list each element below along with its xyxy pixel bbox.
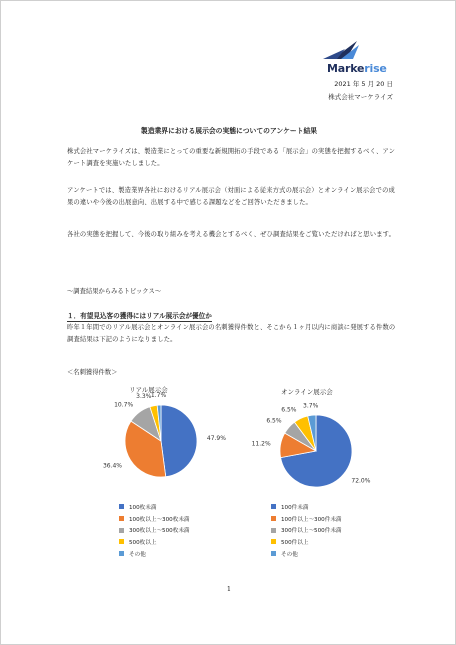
legend-label: 100件未満 bbox=[281, 504, 309, 511]
document-title: 製造業界における展示会の実態についてのアンケート結果 bbox=[140, 127, 318, 135]
legend-label: その他 bbox=[281, 551, 298, 558]
legend-label: 500枚以上 bbox=[129, 539, 157, 546]
legend-online bbox=[271, 501, 342, 559]
company-name: 株式会社マーケライズ bbox=[328, 93, 393, 101]
legend-label: 100件以上～300件未満 bbox=[281, 516, 342, 523]
legend-item bbox=[271, 524, 342, 536]
section-heading: １．有望見込客の獲得にはリアル展示会が優位か bbox=[67, 312, 212, 320]
pie-chart-real bbox=[101, 391, 226, 491]
legend-item bbox=[271, 513, 342, 525]
legend-item bbox=[119, 524, 190, 536]
pie-slice bbox=[161, 405, 197, 477]
legend-item bbox=[119, 513, 190, 525]
legend-item bbox=[119, 501, 190, 513]
legend-real bbox=[119, 501, 190, 559]
page-number: 1 bbox=[226, 585, 232, 593]
legend-swatch bbox=[271, 551, 276, 556]
legend-item bbox=[119, 536, 190, 548]
legend-swatch bbox=[119, 539, 124, 544]
legend-swatch bbox=[119, 551, 124, 556]
pie-data-label: 11.2% bbox=[251, 440, 271, 448]
legend-label: 300件以上～500件未満 bbox=[281, 528, 342, 535]
business-card-count-label: ＜名刺獲得件数＞ bbox=[67, 369, 118, 376]
legend-swatch bbox=[119, 516, 124, 521]
pie-data-label: 6.5% bbox=[281, 406, 297, 414]
pie-data-label: 3.7% bbox=[303, 402, 319, 410]
legend-swatch bbox=[271, 516, 276, 521]
logo-text-marke: Marke bbox=[327, 62, 365, 75]
legend-label: 100枚未満 bbox=[129, 504, 157, 511]
legend-swatch bbox=[271, 528, 276, 533]
document-date: 2021 年 5 月 20 日 bbox=[334, 80, 393, 88]
logo-wordmark bbox=[327, 62, 387, 75]
pie-data-label: 36.4% bbox=[102, 462, 123, 470]
pie-chart-online bbox=[251, 401, 376, 501]
purpose-paragraph: 各社の実態を把握して、今後の取り組みを考える機会とするべく、ぜひ調査結果をご覧いただければと思います。 bbox=[67, 231, 396, 238]
legend-item bbox=[271, 536, 342, 548]
chart-title-real: リアル展示会 bbox=[129, 386, 168, 394]
legend-item bbox=[271, 548, 342, 560]
intro-paragraph: 株式会社マーケライズは、製造業にとっての重要な新規開拓の手段である「展示会」の実態を把握するべく、アンケート調査を実施いたしました。 bbox=[67, 148, 396, 167]
legend-swatch bbox=[119, 528, 124, 533]
chart-title-online: オンライン展示会 bbox=[281, 388, 333, 396]
legend-item bbox=[271, 501, 342, 513]
legend-swatch bbox=[119, 504, 124, 509]
pie-data-label: 6.5% bbox=[266, 417, 282, 425]
topics-heading: ～調査結果からみるトピックス～ bbox=[67, 288, 162, 295]
pie-data-label: 1.7% bbox=[150, 392, 167, 400]
pie-data-label: 72.0% bbox=[351, 477, 371, 485]
survey-paragraph: アンケートでは、製造業界各社におけるリアル展示会（対面による従来方式の展示会）とオンライン展示会での成果の違いや今後の出展意向、出展する中で感じる課題などをご回答いただきました。 bbox=[67, 187, 395, 206]
pie-data-label: 3.3% bbox=[136, 393, 152, 401]
legend-label: 300枚以上～500枚未満 bbox=[129, 528, 190, 535]
logo-text-rise: rise bbox=[364, 62, 387, 75]
pie-data-label: 47.9% bbox=[206, 434, 226, 442]
legend-swatch bbox=[271, 539, 276, 544]
legend-label: 500件以上 bbox=[281, 539, 309, 546]
legend-item bbox=[119, 548, 190, 560]
pie-data-label: 10.7% bbox=[114, 401, 134, 409]
legend-label: 100枚以上～300枚未満 bbox=[129, 516, 190, 523]
legend-swatch bbox=[271, 504, 276, 509]
legend-label: その他 bbox=[129, 551, 146, 558]
results-paragraph: 昨年１年間でのリアル展示会とオンライン展示会の名刺獲得件数と、そこから１ヶ月以内に商談に発展する件数の調査結果は下記のようになりました。 bbox=[67, 324, 396, 343]
